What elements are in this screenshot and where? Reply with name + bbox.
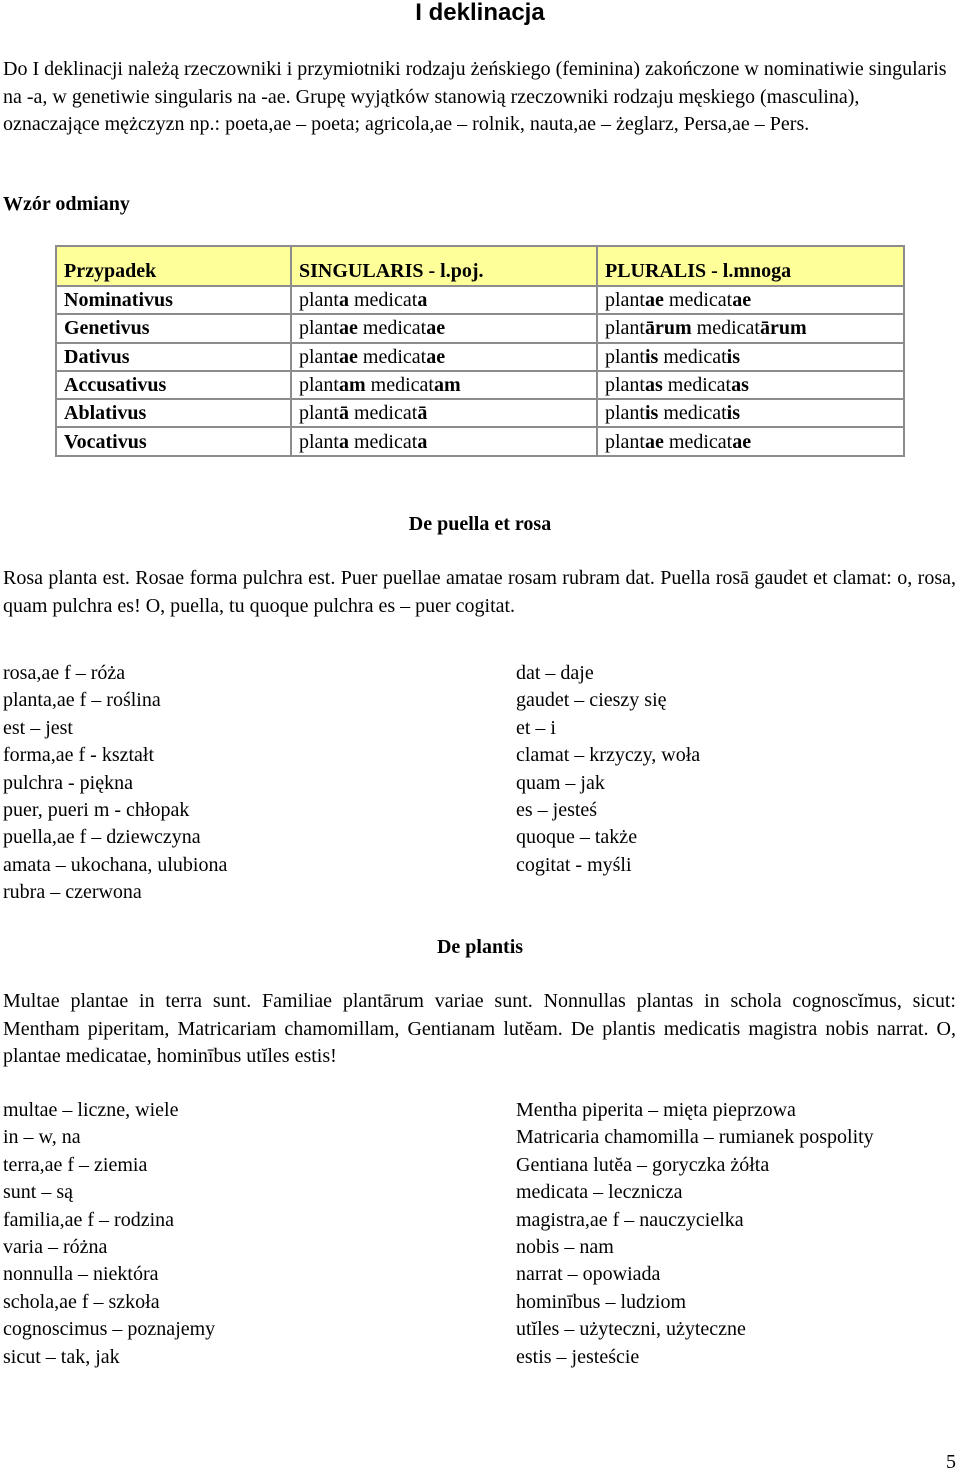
word-stem: plant bbox=[605, 317, 645, 340]
word-stem: plant bbox=[605, 430, 645, 453]
vocab-item: narrat – opowiada bbox=[516, 1263, 661, 1286]
reading2-vocab-right bbox=[516, 1097, 874, 1371]
vocab-item: et – i bbox=[516, 716, 556, 739]
vocab-item: est – jest bbox=[3, 716, 73, 739]
reading1-title: De puella et rosa bbox=[408, 513, 552, 535]
singular-form bbox=[291, 286, 597, 314]
vocab-item: es – jesteś bbox=[516, 799, 598, 822]
table-row bbox=[56, 427, 904, 455]
vocab-item: nobis – nam bbox=[516, 1236, 614, 1259]
word-ending: ae bbox=[732, 430, 752, 453]
table-row bbox=[56, 343, 904, 371]
vocab-item: Mentha piperita – mięta pieprzowa bbox=[516, 1099, 796, 1121]
case-name: Dativus bbox=[56, 343, 291, 371]
page-number: 5 bbox=[946, 1451, 956, 1473]
word-ending: is bbox=[726, 345, 740, 368]
word-stem: plant bbox=[299, 374, 339, 397]
table-row bbox=[56, 314, 904, 342]
word-ending: ae bbox=[645, 430, 664, 453]
word-ending: am bbox=[433, 374, 461, 397]
vocab-item: forma,ae f - kształt bbox=[3, 744, 155, 767]
word-ending: ae bbox=[732, 289, 752, 312]
word-ending: ae bbox=[426, 317, 446, 340]
vocab-item: pulchra - piękna bbox=[3, 771, 133, 794]
vocab-item: multae – liczne, wiele bbox=[3, 1099, 179, 1121]
word-ending: am bbox=[339, 374, 366, 397]
case-name: Genetivus bbox=[56, 314, 291, 342]
plural-form bbox=[597, 371, 904, 399]
page-title: I deklinacja bbox=[415, 0, 545, 26]
singular-form bbox=[291, 371, 597, 399]
vocab-item: dat – daje bbox=[516, 662, 594, 684]
vocab-item: planta,ae f – roślina bbox=[3, 689, 161, 712]
word-stem: medicat bbox=[668, 289, 733, 312]
plural-form bbox=[597, 343, 904, 371]
word-ending: is bbox=[645, 402, 659, 425]
word-stem: medicat bbox=[663, 345, 727, 368]
word-stem: medicat bbox=[362, 317, 427, 340]
plural-form bbox=[597, 314, 904, 342]
word-ending: ae bbox=[339, 317, 358, 340]
case-name: Vocativus bbox=[56, 427, 291, 455]
word-ending: as bbox=[731, 374, 749, 397]
vocab-item: in – w, na bbox=[3, 1126, 81, 1149]
word-ending: a bbox=[339, 430, 349, 453]
case-name: Accusativus bbox=[56, 371, 291, 399]
vocab-item: medicata – lecznicza bbox=[516, 1181, 683, 1204]
word-ending: is bbox=[645, 345, 659, 368]
word-ending: ae bbox=[339, 345, 358, 368]
vocab-item: utĭles – użyteczni, użyteczne bbox=[516, 1318, 746, 1341]
vocab-item: quam – jak bbox=[516, 771, 605, 794]
singular-form bbox=[291, 399, 597, 427]
word-ending: as bbox=[645, 374, 663, 397]
vocab-item: amata – ukochana, ulubiona bbox=[3, 853, 228, 876]
case-name: Nominativus bbox=[56, 286, 291, 314]
word-stem: plant bbox=[299, 402, 339, 425]
plural-form bbox=[597, 286, 904, 314]
word-stem: medicat bbox=[354, 402, 418, 425]
intro-paragraph: Do I deklinacji należą rzeczowniki i przymiotniki rodzaju żeńskiego (feminina) zakończone w nominatiwie singularis na -a, w genetiwie singularis na -ae. Grupę wyjątków stanowią rzeczowniki rodzaju męskiego (masculina), oznaczające mężczyzn np.: poeta,ae – poeta; agricola,ae – rolnik, nauta,ae – żeglarz, Persa,ae – Pers. bbox=[3, 58, 947, 135]
vocab-item: varia – różna bbox=[3, 1236, 108, 1259]
vocab-item: sunt – są bbox=[3, 1181, 73, 1204]
vocab-item: cognoscimus – poznajemy bbox=[3, 1318, 216, 1341]
vocab-item: cogitat - myśli bbox=[516, 853, 632, 876]
plural-form bbox=[597, 427, 904, 455]
table-header-row bbox=[56, 246, 904, 286]
reading2-text: Multae plantae in terra sunt. Familiae plantārum variae sunt. Nonnullas plantas in schola cognoscĭmus, sicut: Mentham piperitam, Matricariam chamomillam, Gentianam lutĕam. De plantis medicatis magistra nobis narrat. O, plantae medicatae, hominībus utĭles estis! bbox=[3, 990, 956, 1067]
word-stem: medicat bbox=[663, 402, 727, 425]
singular-form bbox=[291, 343, 597, 371]
word-stem: medicat bbox=[354, 430, 418, 453]
word-stem: plant bbox=[605, 402, 645, 425]
vocab-item: clamat – krzyczy, woła bbox=[516, 744, 701, 767]
word-ending: a bbox=[339, 289, 349, 312]
pattern-heading: Wzór odmiany bbox=[3, 193, 130, 215]
vocab-item: hominībus – ludziom bbox=[516, 1290, 686, 1313]
singular-form bbox=[291, 427, 597, 455]
header-singular: SINGULARIS - l.poj. bbox=[291, 246, 597, 286]
word-ending: ā bbox=[339, 402, 349, 425]
word-ending: a bbox=[417, 430, 428, 453]
header-plural: PLURALIS - l.mnoga bbox=[597, 246, 904, 286]
word-stem: medicat bbox=[354, 289, 418, 312]
reading1-vocab-right bbox=[516, 660, 700, 879]
word-ending: a bbox=[417, 289, 428, 312]
vocab-item: estis – jesteście bbox=[516, 1345, 640, 1368]
plural-form bbox=[597, 399, 904, 427]
word-stem: plant bbox=[605, 289, 645, 312]
vocab-item: gaudet – cieszy się bbox=[516, 689, 667, 712]
word-stem: plant bbox=[299, 289, 339, 312]
word-stem: plant bbox=[299, 430, 339, 453]
word-stem: medicat bbox=[362, 345, 427, 368]
vocab-item: puer, pueri m - chłopak bbox=[3, 799, 190, 822]
vocab-item: magistra,ae f – nauczycielka bbox=[516, 1208, 744, 1231]
word-ending: ae bbox=[426, 345, 446, 368]
word-stem: medicat bbox=[668, 430, 733, 453]
vocab-item: quoque – także bbox=[516, 826, 638, 849]
vocab-item: Matricaria chamomilla – rumianek pospolity bbox=[516, 1126, 874, 1149]
header-case: Przypadek bbox=[56, 246, 291, 286]
reading2-vocab-left bbox=[3, 1097, 215, 1371]
vocab-item: terra,ae f – ziemia bbox=[3, 1153, 148, 1176]
table-row bbox=[56, 286, 904, 314]
vocab-item: familia,ae f – rodzina bbox=[3, 1208, 175, 1231]
word-ending: ā bbox=[417, 402, 428, 425]
vocab-item: rosa,ae f – róża bbox=[3, 662, 126, 684]
word-stem: medicat bbox=[696, 317, 760, 340]
vocab-item: puella,ae f – dziewczyna bbox=[3, 826, 201, 849]
word-stem: medicat bbox=[370, 374, 434, 397]
reading1-vocab-left bbox=[3, 660, 227, 907]
vocab-item: nonnulla – niektóra bbox=[3, 1263, 159, 1286]
reading2-title: De plantis bbox=[436, 936, 524, 958]
vocab-item: sicut – tak, jak bbox=[3, 1345, 120, 1368]
word-ending: ārum bbox=[759, 317, 807, 340]
word-stem: medicat bbox=[667, 374, 732, 397]
word-ending: ae bbox=[645, 289, 664, 312]
table-row bbox=[56, 371, 904, 399]
vocab-item: Gentiana lutĕa – goryczka żółta bbox=[516, 1153, 770, 1176]
word-ending: ārum bbox=[645, 317, 692, 340]
word-stem: plant bbox=[605, 374, 645, 397]
table-row bbox=[56, 399, 904, 427]
declension-table bbox=[55, 245, 905, 457]
word-ending: is bbox=[726, 402, 740, 425]
word-stem: plant bbox=[299, 317, 339, 340]
case-name: Ablativus bbox=[56, 399, 291, 427]
vocab-item: schola,ae f – szkoła bbox=[3, 1290, 160, 1313]
word-stem: plant bbox=[605, 345, 645, 368]
vocab-item: rubra – czerwona bbox=[3, 881, 142, 904]
word-stem: plant bbox=[299, 345, 339, 368]
reading1-text: Rosa planta est. Rosae forma pulchra est. Puer puellae amatae rosam rubram dat. Puella rosā gaudet et clamat: o, rosa, quam pulchra es! O, puella, tu quoque pulchra es – puer cogitat. bbox=[3, 567, 956, 617]
singular-form bbox=[291, 314, 597, 342]
